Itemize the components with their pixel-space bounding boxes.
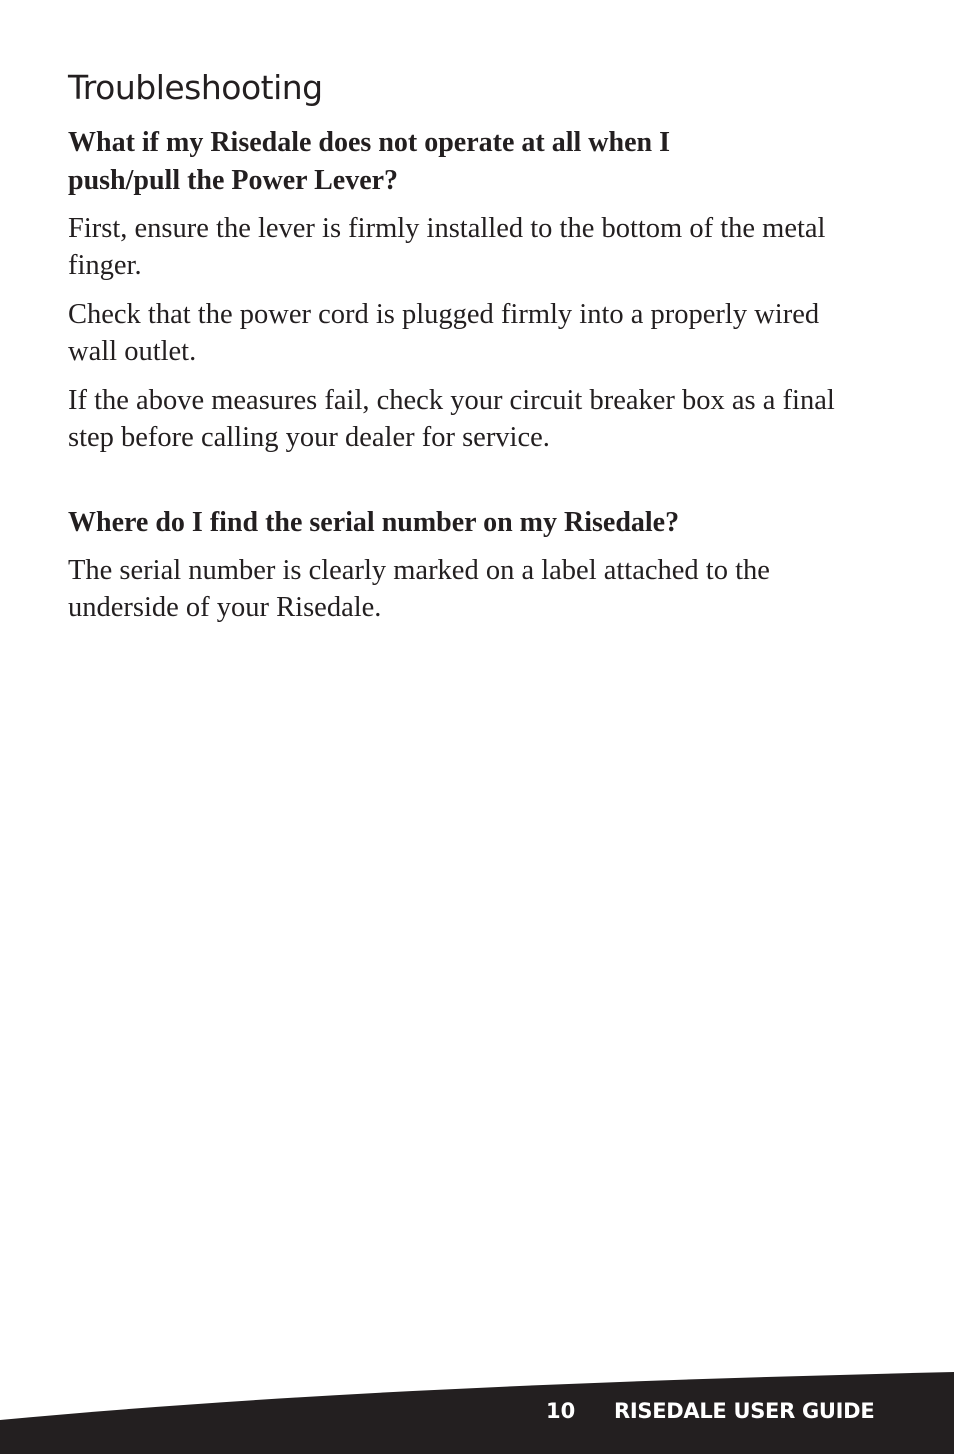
faq-answer-paragraph: Check that the power cord is plugged firmly into a properly wired wall outlet. (68, 299, 820, 367)
faq-question (68, 124, 858, 200)
faq-section-power-lever (68, 124, 858, 456)
footer-guide-title: RISEDALE USER GUIDE (614, 1399, 875, 1423)
faq-question: Where do I find the serial number on my Risedale? (68, 507, 680, 538)
faq-question-line: push/pull the Power Lever? (68, 165, 399, 196)
footer-page-number: 10 (546, 1399, 576, 1423)
troubleshooting-content (68, 124, 858, 638)
faq-answer-paragraph: The serial number is clearly marked on a label attached to the underside of your Risedale. (68, 555, 770, 623)
page-title: Troubleshooting (68, 68, 323, 107)
faq-answer-paragraph: First, ensure the lever is firmly installed to the bottom of the metal finger. (68, 213, 826, 281)
faq-question-line: What if my Risedale does not operate at all when I (68, 127, 670, 158)
faq-answer-paragraph: If the above measures fail, check your circuit breaker box as a final step before calling your dealer for service. (68, 385, 835, 453)
faq-section-serial-number (68, 504, 858, 626)
